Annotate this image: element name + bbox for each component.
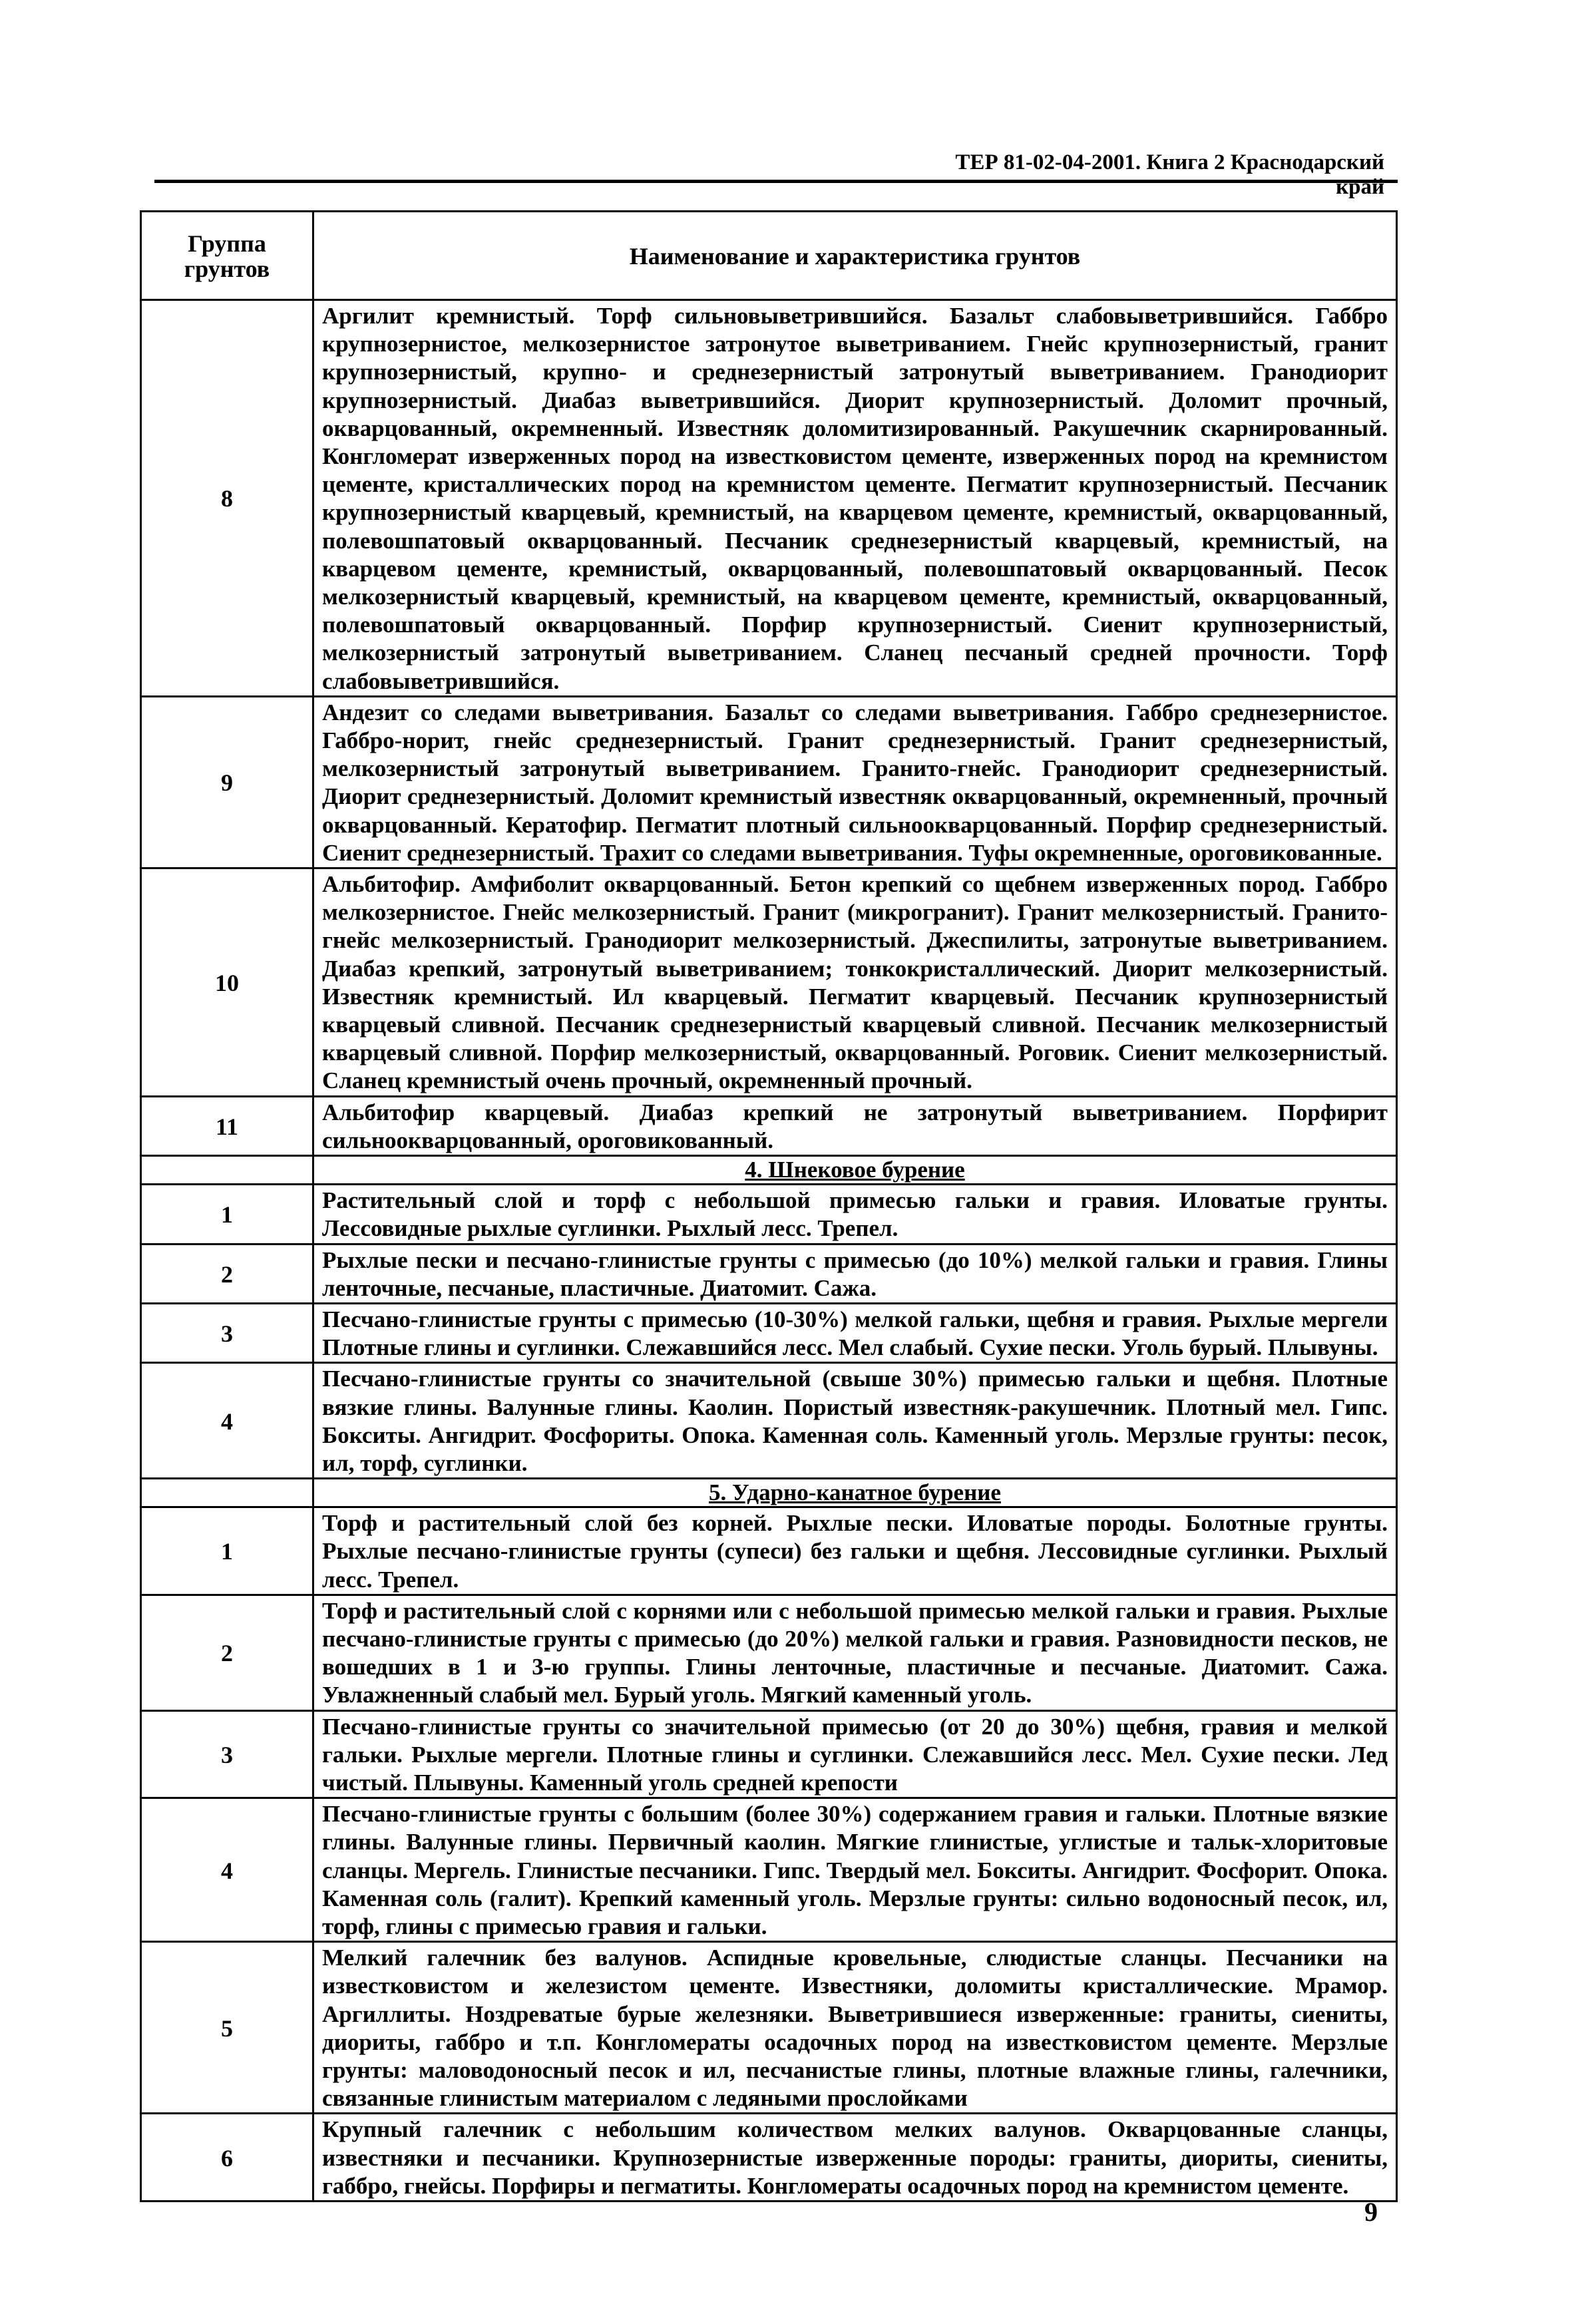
table-row [141, 1303, 1397, 1362]
group-number: 8 [141, 300, 313, 697]
group-number: 2 [141, 1595, 313, 1710]
group-number: 1 [141, 1507, 313, 1595]
group-description: Крупный галечник с небольшим количеством мелких валунов. Окварцованные сланцы, известняки и песчаники. Крупнозернистые изверженные породы: граниты, диориты, сиениты, габбро, гнейсы. Порфиры и пегматиты. Конгломераты осадочных пород на кремнистом цементе. [313, 2114, 1397, 2202]
group-description: Торф и растительный слой с корнями или с небольшой примесью мелкой гальки и гравия. Рыхлые песчано-глинистые грунты с примесью (до 20%) мелкой гальки и гравия. Разновидности песков, не вошедших в 1 и 3-ю группы. Глины ленточные, пластичные и песчаные. Диатомит. Сажа. Увлажненный слабый мел. Бурый уголь. Мягкий каменный уголь. [313, 1595, 1397, 1710]
group-number: 10 [141, 868, 313, 1097]
group-description: Песчано-глинистые грунты со значительной примесью (от 20 до 30%) щебня, гравия и мелкой гальки. Рыхлые мергели. Плотные глины и суглинки. Слежавшийся лесс. Мел. Сухие пески. Лед чистый. Плывуны. Каменный уголь средней крепости [313, 1710, 1397, 1798]
group-number: 1 [141, 1185, 313, 1244]
section-4-title: 4. Шнековое бурение [313, 1156, 1397, 1185]
table-row [141, 868, 1397, 1097]
table-row [141, 1942, 1397, 2114]
group-number: 3 [141, 1710, 313, 1798]
page-number: 9 [1364, 2197, 1378, 2227]
group-number: 11 [141, 1096, 313, 1155]
column-header-group: Группа грунтов [141, 212, 313, 300]
table-header-row [141, 212, 1397, 300]
table-row [141, 696, 1397, 868]
group-description: Аргилит кремнистый. Торф сильновыветрившийся. Базальт слабовыветрившийся. Габбро крупнозернистое, мелкозернистое затронутое выветриванием. Гнейс крупнозернистый, гранит крупнозернистый, крупно- и среднезернистый затронутый выветриванием. Гранодиорит крупнозернистый. Диабаз выветрившийся. Диорит крупнозернистый. Доломит прочный, окварцованный, окремненный. Известняк доломитизированный. Ракушечник скарнированный. Конгломерат изверженных пород на известковистом цементе, изверженных пород на кремнистом цементе, кристаллических пород на кремнистом цементе. Пегматит крупнозернистый. Песчаник крупнозернистый кварцевый, кремнистый, на кварцевом цементе, кремнистый, окварцованный, полевошпатовый окварцованный. Песчаник среднезернистый кварцевый, кремнистый, на кварцевом цементе, кремнистый, окварцованный, полевошпатовый окварцованный. Песок мелкозернистый кварцевый, кремнистый, на кварцевом цементе, кремнистый, окварцованный, полевошпатовый окварцованный. Порфир крупнозернистый. Сиенит крупнозернистый, мелкозернистый затронутый выветриванием. Сланец песчаный средней прочности. Торф слабовыветрившийся. [313, 300, 1397, 697]
group-description: Альбитофир кварцевый. Диабаз крепкий не затронутый выветриванием. Порфирит сильноокварцованный, ороговикованный. [313, 1096, 1397, 1155]
group-description: Песчано-глинистые грунты с большим (более 30%) содержанием гравия и гальки. Плотные вязкие глины. Валунные глины. Первичный каолин. Мягкие глинистые, углистые и тальк-хлоритовые сланцы. Мергель. Глинистые песчаники. Гипс. Твердый мел. Бокситы. Ангидрит. Фосфорит. Опока. Каменная соль (галит). Крепкий каменный уголь. Мерзлые грунты: сильно водоносный песок, ил, торф, глины с примесью гравия и гальки. [313, 1798, 1397, 1942]
table-row [141, 1363, 1397, 1479]
table-row [141, 1244, 1397, 1303]
table-row [141, 2114, 1397, 2202]
table-row [141, 1096, 1397, 1155]
group-number: 3 [141, 1303, 313, 1362]
column-header-name: Наименование и характеристика грунтов [313, 212, 1397, 300]
table-row [141, 1710, 1397, 1798]
group-number: 4 [141, 1363, 313, 1479]
document-header: ТЕР 81-02-04-2001. Книга 2 Краснодарский край [955, 150, 1384, 199]
table-row [141, 1507, 1397, 1595]
group-number: 9 [141, 696, 313, 868]
header-rule [154, 180, 1398, 183]
group-description: Растительный слой и торф с небольшой примесью гальки и гравия. Иловатые грунты. Лессовидные рыхлые суглинки. Рыхлый лесс. Трепел. [313, 1185, 1397, 1244]
group-description: Песчано-глинистые грунты со значительной (свыше 30%) примесью гальки и щебня. Плотные вязкие глины. Валунные глины. Каолин. Пористый известняк-ракушечник. Плотный мел. Гипс. Бокситы. Ангидрит. Фосфориты. Опока. Каменная соль. Каменный уголь. Мерзлые грунты: песок, ил, торф, суглинки. [313, 1363, 1397, 1479]
section-5-title: 5. Ударно-канатное бурение [313, 1479, 1397, 1507]
table-row [141, 1595, 1397, 1710]
section-spacer-cell [141, 1479, 313, 1507]
section-heading-row [141, 1479, 1397, 1507]
group-number: 4 [141, 1798, 313, 1942]
table-row [141, 1185, 1397, 1244]
table-row [141, 300, 1397, 697]
group-number: 2 [141, 1244, 313, 1303]
group-description: Андезит со следами выветривания. Базальт со следами выветривания. Габбро среднезернистое. Габбро-норит, гнейс среднезернистый. Гранит среднезернистый. Гранит среднезернистый, мелкозернистый затронутый выветриванием. Гранито-гнейс. Гранодиорит среднезернистый. Диорит среднезернистый. Доломит кремнистый известняк окварцованный, окремненный, прочный окварцованный. Кератофир. Пегматит плотный сильноокварцованный. Порфир среднезернистый. Сиенит среднезернистый. Трахит со следами выветривания. Туфы окремненные, ороговикованные. [313, 696, 1397, 868]
group-description: Торф и растительный слой без корней. Рыхлые пески. Иловатые породы. Болотные грунты. Рыхлые песчано-глинистые грунты (супеси) без гальки и щебня. Лессовидные суглинки. Рыхлый лесс. Трепел. [313, 1507, 1397, 1595]
group-description: Мелкий галечник без валунов. Аспидные кровельные, слюдистые сланцы. Песчаники на известковистом и железистом цементе. Известняки, доломиты кристаллические. Мрамор. Аргиллиты. Ноздреватые бурые железняки. Выветрившиеся изверженные: граниты, сиениты, диориты, габбро и т.п. Конгломераты осадочных пород на известковистом цементе. Мерзлые грунты: маловодоносный песок и ил, песчанистые глины, плотные влажные глины, галечники, связанные глинистым материалом с ледяными прослойками [313, 1942, 1397, 2114]
group-description: Альбитофир. Амфиболит окварцованный. Бетон крепкий со щебнем изверженных пород. Габбро мелкозернистое. Гнейс мелкозернистый. Гранит (микрогранит). Гранит мелкозернистый. Гранито-гнейс мелкозернистый. Гранодиорит мелкозернистый. Джеспилиты, затронутые выветриванием. Диабаз крепкий, затронутый выветриванием; тонкокристаллический. Диорит мелкозернистый. Известняк кремнистый. Ил кварцевый. Пегматит кварцевый. Песчаник крупнозернистый кварцевый сливной. Песчаник среднезернистый кварцевый сливной. Песчаник мелкозернистый кварцевый сливной. Порфир мелкозернистый, окварцованный. Роговик. Сиенит мелкозернистый. Сланец кремнистый очень прочный, окремненный прочный. [313, 868, 1397, 1097]
section-heading-row [141, 1156, 1397, 1185]
group-number: 6 [141, 2114, 313, 2202]
soil-groups-table [140, 210, 1398, 2202]
group-description: Песчано-глинистые грунты с примесью (10-30%) мелкой гальки, щебня и гравия. Рыхлые мергели Плотные глины и суглинки. Слежавшийся лесс. Мел слабый. Сухие пески. Уголь бурый. Плывуны. [313, 1303, 1397, 1362]
group-description: Рыхлые пески и песчано-глинистые грунты с примесью (до 10%) мелкой гальки и гравия. Глины ленточные, песчаные, пластичные. Диатомит. Сажа. [313, 1244, 1397, 1303]
section-spacer-cell [141, 1156, 313, 1185]
table-row [141, 1798, 1397, 1942]
group-number: 5 [141, 1942, 313, 2114]
